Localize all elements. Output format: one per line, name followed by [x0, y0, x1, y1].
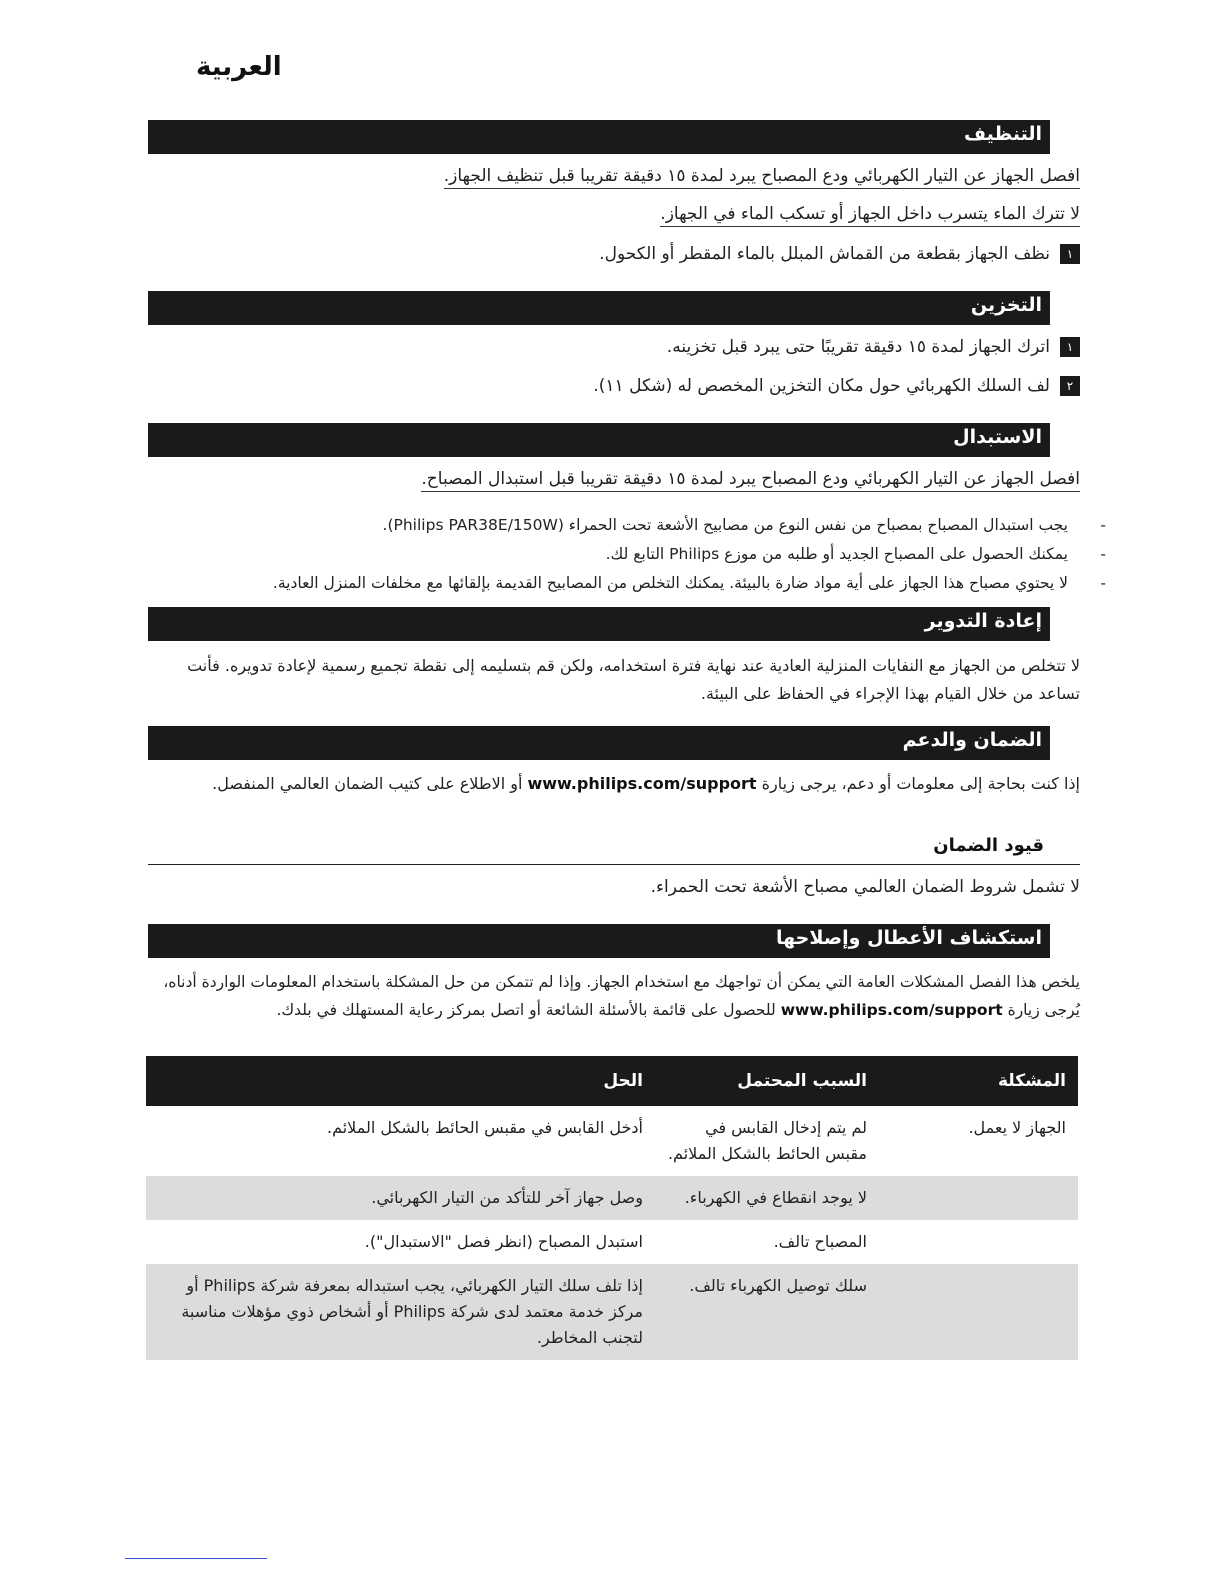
storage-step-2	[593, 376, 1080, 396]
section-title-troubleshooting: استكشاف الأعطال وإصلاحها	[775, 927, 1042, 949]
cleaning-warning-2: لا تترك الماء يتسرب داخل الجهاز أو تسكب الماء في الجهاز.	[660, 204, 1080, 227]
header-cause: السبب المحتمل	[655, 1056, 879, 1106]
step-number: ١	[1060, 244, 1080, 264]
section-bar-storage	[148, 291, 1078, 325]
restrictions-text: لا تشمل شروط الضمان العالمي مصباح الأشعة تحت الحمراء.	[650, 877, 1080, 897]
cell-problem	[879, 1264, 1078, 1360]
step-text: نظف الجهاز بقطعة من القماش المبلل بالماء المقطر أو الكحول.	[599, 244, 1050, 264]
section-title-replacement: الاستبدال	[953, 426, 1042, 448]
list-item: - يمكنك الحصول على المصباح الجديد أو طلبه من موزع Philips التابع لك.	[146, 540, 1106, 569]
section-title-storage: التخزين	[970, 294, 1042, 316]
troubleshooting-intro	[150, 968, 1080, 1024]
support-link[interactable]: www.philips.com/support	[780, 1001, 1003, 1019]
header-problem: المشكلة	[879, 1056, 1078, 1106]
cleaning-step-1	[599, 244, 1080, 264]
section-bar-notch	[1050, 726, 1078, 760]
section-bar-notch	[1050, 291, 1078, 325]
table-header-row	[146, 1056, 1078, 1106]
cell-solution: استبدل المصباح (انظر فصل "الاستبدال").	[364, 1232, 643, 1251]
section-title-guarantee: الضمان والدعم	[902, 729, 1042, 751]
cell-cause: المصباح تالف.	[773, 1232, 867, 1251]
guarantee-text-after: أو الاطلاع على كتيب الضمان العالمي المنفصل.	[212, 774, 523, 793]
section-bar-notch	[1050, 423, 1078, 457]
storage-step-1	[667, 337, 1080, 357]
replacement-bullet-list	[146, 511, 1106, 598]
cell-solution: أدخل القابس في مقبس الحائط بالشكل الملائم.	[326, 1118, 643, 1137]
restrictions-title: قيود الضمان	[933, 835, 1044, 856]
list-item: - لا يحتوي مصباح هذا الجهاز على أية مواد ضارة بالبيئة. يمكنك التخلص من المصابيح القديمة بإلقائها مع مخلفات المنزل العادية.	[146, 569, 1106, 598]
section-bar-notch	[1050, 120, 1078, 154]
cell-problem	[879, 1220, 1078, 1264]
table-row	[146, 1220, 1078, 1264]
cell-solution: وصل جهاز آخر للتأكد من التيار الكهربائي.	[146, 1176, 655, 1220]
troubleshooting-text-after: للحصول على قائمة بالأسئلة الشائعة أو اتصل بمركز رعاية المستهلك في بلدك.	[276, 1001, 776, 1019]
troubleshooting-table	[146, 1056, 1078, 1360]
cell-problem	[879, 1176, 1078, 1220]
section-bar-troubleshooting	[148, 924, 1078, 958]
recycling-text: لا تتخلص من الجهاز مع النفايات المنزلية العادية عند نهاية فترة استخدامه، ولكن قم بتسليمه إلى نقطة تجميع رسمية لإعادة تدويره. فأنت تساعد من خلال القيام بهذا الإجراء في الحفاظ على البيئة.	[187, 656, 1080, 703]
cell-cause: سلك توصيل الكهرباء تالف.	[655, 1264, 879, 1360]
section-title-recycling: إعادة التدوير	[924, 610, 1042, 632]
footer-rule	[125, 1558, 267, 1559]
section-bar-replacement	[148, 423, 1078, 457]
section-bar-notch	[1050, 607, 1078, 641]
cell-solution: إذا تلف سلك التيار الكهربائي، يجب استبداله بمعرفة شركة Philips أو مركز خدمة معتمد لدى شركة Philips أو أشخاص ذوي مؤهلات مناسبة لتجنب المخاطر.	[146, 1264, 655, 1360]
cell-cause: لا يوجد انقطاع في الكهرباء.	[655, 1176, 879, 1220]
restrictions-heading	[148, 833, 1080, 865]
cell-cause: لم يتم إدخال القابس في مقبس الحائط بالشكل الملائم.	[667, 1118, 867, 1163]
table-row	[146, 1264, 1078, 1360]
guarantee-text	[150, 770, 1080, 798]
section-title-cleaning: التنظيف	[963, 123, 1042, 145]
section-bar-guarantee	[148, 726, 1078, 760]
guarantee-text-before: إذا كنت بحاجة إلى معلومات أو دعم، يرجى زيارة	[761, 774, 1080, 793]
page-language-title: العربية	[196, 52, 282, 82]
cleaning-warning-1: افصل الجهاز عن التيار الكهربائي ودع المصباح يبرد لمدة ١٥ دقيقة تقريبا قبل تنظيف الجهاز.	[444, 166, 1080, 189]
cell-problem: الجهاز لا يعمل.	[968, 1118, 1066, 1137]
header-solution: الحل	[146, 1056, 655, 1106]
step-text: اترك الجهاز لمدة ١٥ دقيقة تقريبًا حتى يبرد قبل تخزينه.	[666, 337, 1050, 357]
section-bar-notch	[1050, 924, 1078, 958]
list-item: - يجب استبدال المصباح بمصباح من نفس النوع من مصابيح الأشعة تحت الحمراء (Philips PAR38E/150W).	[146, 511, 1106, 540]
step-text: لف السلك الكهربائي حول مكان التخزين المخصص له (شكل ١١).	[593, 376, 1050, 396]
section-bar-cleaning	[148, 120, 1078, 154]
table-row	[146, 1106, 1078, 1176]
troubleshooting-text-before: يلخص هذا الفصل المشكلات العامة التي يمكن أن تواجهك مع استخدام الجهاز. وإذا لم تتمكن من حل المشكلة باستخدام المعلومات الواردة أدناه، يُرجى زيارة	[163, 973, 1080, 1019]
section-bar-recycling	[148, 607, 1078, 641]
replacement-warning: افصل الجهاز عن التيار الكهربائي ودع المصباح يبرد لمدة ١٥ دقيقة تقريبا قبل استبدال المصباح.	[421, 469, 1080, 492]
support-link[interactable]: www.philips.com/support	[527, 774, 757, 793]
table-row	[146, 1176, 1078, 1220]
step-number: ٢	[1060, 376, 1080, 396]
step-number: ١	[1060, 337, 1080, 357]
